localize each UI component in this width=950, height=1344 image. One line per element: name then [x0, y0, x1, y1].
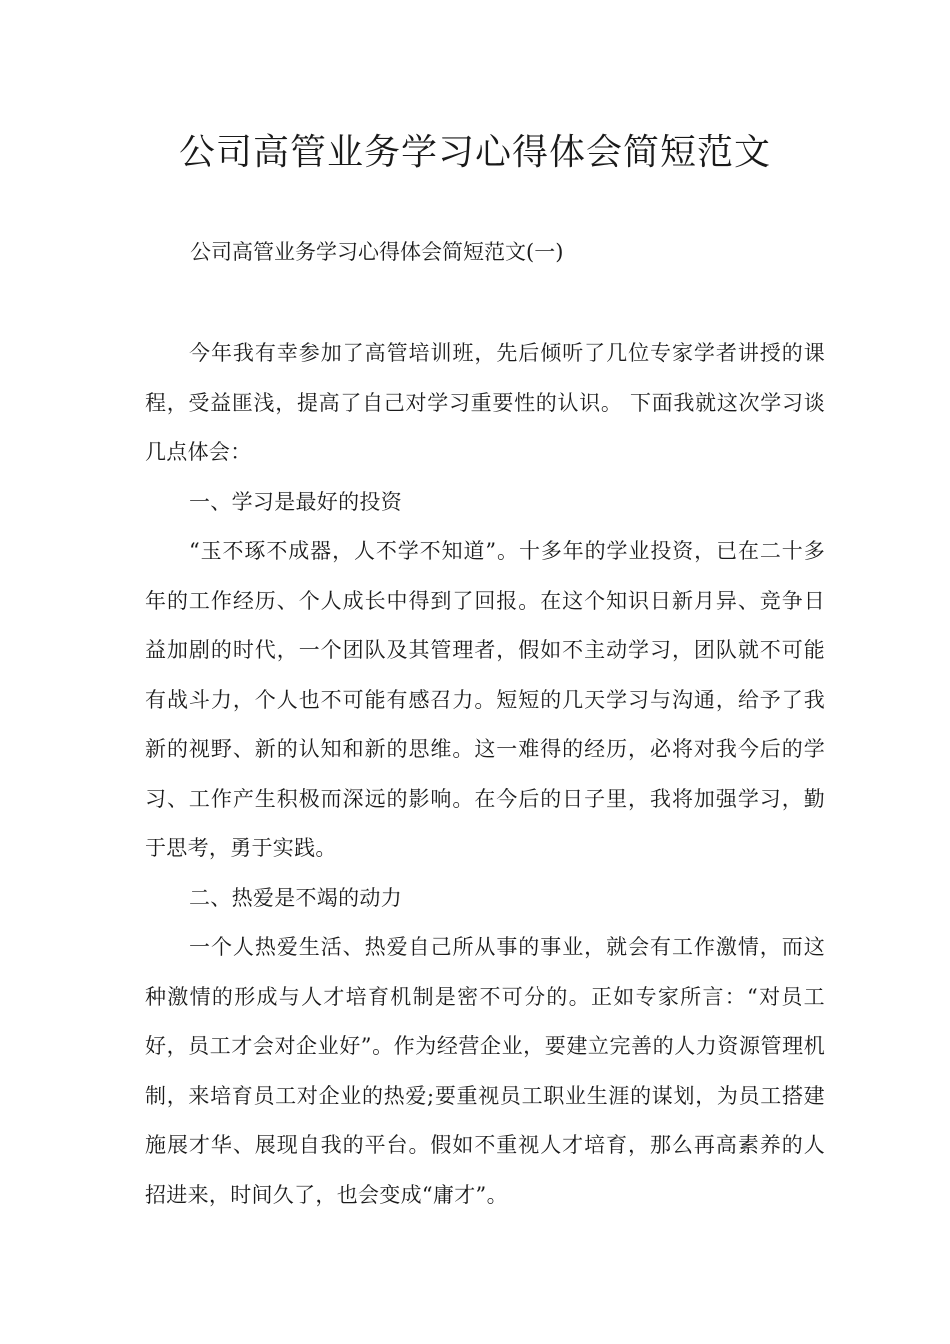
paragraph-section-2: 一个人热爱生活、热爱自己所从事的事业，就会有工作激情，而这种激情的形成与人才培育机制是密不可分的。正如专家所言：“对员工好，员工才会对企业好”。作为经营企业，要建立完善的人力资源管理机制，来培育员工对企业的热爱;要重视员工职业生涯的谋划，为员工搭建施展才华、展现自我的平台。假如不重视人才培育，那么再高素养的人招进来，时间久了，也会变成“庸才”。	[145, 935, 825, 1207]
paragraph-section-1: “玉不琢不成器，人不学不知道”。十多年的学业投资，已在二十多年的工作经历、个人成长中得到了回报。在这个知识日新月异、竞争日益加剧的时代，一个团队及其管理者，假如不主动学习，团队就不可能有战斗力，个人也不可能有感召力。短短的几天学习与沟通，给予了我新的视野、新的认知和新的思维。这一难得的经历，必将对我今后的学习、工作产生积极而深远的影响。在今后的日子里，我将加强学习，勤于思考，勇于实践。	[145, 539, 825, 860]
document-subtitle: 公司高管业务学习心得体会简短范文(一)	[190, 240, 564, 264]
document-title: 公司高管业务学习心得体会简短范文	[178, 132, 771, 173]
section-heading-2: 二、热爱是不竭的动力	[189, 885, 402, 910]
section-heading-1: 一、学习是最好的投资	[189, 489, 402, 514]
paragraph-intro: 今年我有幸参加了高管培训班，先后倾听了几位专家学者讲授的课程，受益匪浅，提高了自己对学习重要性的认识。 下面我就这次学习谈几点体会：	[145, 341, 825, 464]
document-body	[145, 329, 825, 1220]
